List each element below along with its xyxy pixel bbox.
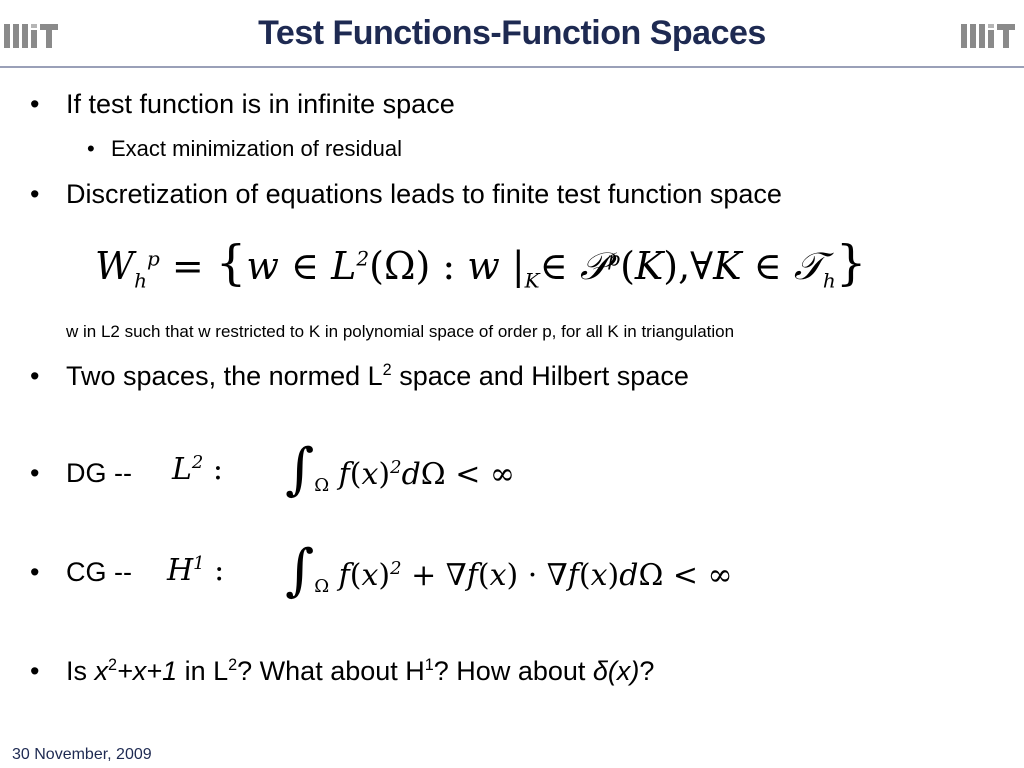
- bullet-text: Discretization of equations leads to finite test function space: [66, 179, 782, 209]
- footer-date: 30 November, 2009: [12, 746, 152, 763]
- bullet-dot: •: [30, 458, 40, 488]
- bullet-dot: •: [87, 136, 95, 161]
- formula-l2-space: $L^2$ :: [172, 452, 224, 487]
- title-divider: [0, 66, 1024, 68]
- formula-h1-integral: $\int_\Omega$ $f(x)^2 + \nabla f(x) \cdot \nabla f(x)d\Omega$ < ∞: [285, 538, 733, 603]
- superscript: 2: [382, 361, 392, 379]
- formula-explanation: w in L2 such that w restricted to K in polynomial space of order p, for all K in triangulation: [66, 322, 735, 341]
- bullet-dot: •: [30, 89, 40, 119]
- bullet-label: DG --: [66, 458, 132, 488]
- question-text: in L: [177, 656, 229, 686]
- bullet-infinite-space: [30, 88, 455, 120]
- bullet-cg: [30, 556, 132, 588]
- bullet-text: Two spaces, the normed L: [66, 361, 383, 391]
- question-delta: δ(x): [592, 656, 640, 686]
- bullet-discretization: [30, 178, 782, 210]
- bullet-dot: •: [30, 557, 40, 587]
- question-text: ? What about H: [237, 656, 425, 686]
- bullet-text: If test function is in infinite space: [66, 89, 455, 119]
- bullet-text-continued: space and Hilbert space: [391, 361, 689, 391]
- formula-l2-integral: $\int_\Omega$ $f(x)^2d\Omega$ < ∞: [285, 437, 515, 502]
- subbullet-text: Exact minimization of residual: [111, 136, 403, 161]
- bullet-label: CG --: [66, 557, 132, 587]
- question-text: ? How about: [433, 656, 593, 686]
- bullet-two-spaces: [30, 360, 689, 392]
- question-var-x: x: [94, 656, 109, 686]
- subbullet-exact-minimization: [87, 136, 403, 162]
- question-poly: +x+1: [117, 656, 178, 686]
- question-text: Is: [66, 656, 95, 686]
- formula-h1-space: $H^1$ :: [167, 553, 225, 588]
- superscript: 2: [108, 656, 118, 674]
- superscript: 1: [424, 656, 434, 674]
- bullet-dot: •: [30, 656, 40, 686]
- bullet-dot: •: [30, 179, 40, 209]
- question-text: ?: [639, 656, 655, 686]
- bullet-question: [30, 655, 655, 687]
- bullet-dot: •: [30, 361, 40, 391]
- superscript: 2: [228, 656, 238, 674]
- formula-finite-space: $W_h^p = \{w$ ∈ $L^2(\Omega)$ : w $|_K\in$ 𝒫$^p$(K),∀K ∈ 𝒯$_h$}: [95, 235, 867, 293]
- slide-title: Test Functions-Function Spaces: [258, 14, 766, 52]
- bullet-dg: [30, 457, 132, 489]
